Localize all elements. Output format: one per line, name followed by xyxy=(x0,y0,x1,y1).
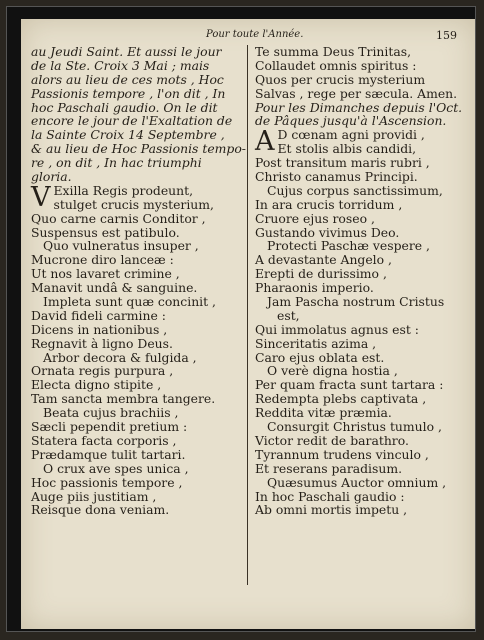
hymn-line: Qui immolatus agnus est : xyxy=(255,321,419,337)
hymn-line: Statera facta corporis , xyxy=(31,432,177,448)
hymn-line: Salvas , rege per sæcula. Amen. xyxy=(255,85,458,101)
photo-frame xyxy=(6,6,476,632)
hymn-vexilla-opening xyxy=(31,181,239,213)
hymn-line: Victor redit de barathro. xyxy=(255,432,409,448)
rubric-line: la Sainte Croix 14 Septembre , xyxy=(31,127,225,143)
hymn-line: Te summa Deus Trinitas, xyxy=(255,44,412,59)
hymn-line: Arbor decora & fulgida , xyxy=(43,349,197,365)
rubric-line: re , on dit , In hac triumphi xyxy=(31,155,202,171)
rubric-line: au Jeudi Saint. Et aussi le jour xyxy=(31,44,222,59)
hymn-line: A devastante Angelo , xyxy=(255,252,392,268)
rubric-line: hoc Paschali gaudio. On le dit xyxy=(31,99,218,115)
rubric-line: Passionis tempore , l'on dit , In xyxy=(31,85,226,101)
running-title: Pour toute l'Année. xyxy=(206,29,304,40)
hymn-line: Mucrone diro lanceæ : xyxy=(31,252,174,268)
hymn-line: Tyrannum trudens vinculo , xyxy=(255,446,429,462)
right-rubric xyxy=(255,99,463,129)
hymn-line: Cruore ejus roseo , xyxy=(255,210,375,226)
hymn-line: Et reserans paradisum. xyxy=(255,460,403,476)
hymn-line: Ornata regis purpura , xyxy=(31,363,174,379)
left-rubric xyxy=(31,44,246,185)
hymn-line: Impleta sunt quæ concinit , xyxy=(43,294,216,310)
hymn-line: est, xyxy=(277,307,300,323)
hymn-line: Collaudet omnis spiritus : xyxy=(255,57,417,73)
hymn-line: stulget crucis mysterium, xyxy=(53,196,214,212)
hymn-line: Erepti de durissimo , xyxy=(255,266,387,282)
left-column xyxy=(31,44,246,518)
rubric-line: alors au lieu de ces mots , Hoc xyxy=(31,71,224,87)
rubric-line: de Pâques jusqu'à l'Ascension. xyxy=(255,113,447,129)
right-column xyxy=(255,44,463,518)
hymn-line: Quos per crucis mysterium xyxy=(255,71,426,87)
hymn-line: O verè digna hostia , xyxy=(267,363,398,379)
hymn-line: Quo vulneratus insuper , xyxy=(43,238,199,254)
hymn-vexilla-regis xyxy=(31,212,239,518)
rubric-line: de la Ste. Croix 3 Mai ; mais xyxy=(31,57,210,73)
drop-cap-a: A xyxy=(255,126,275,158)
hymn-line: Manavit undâ & sanguine. xyxy=(31,280,198,296)
hymn-line: Redempta plebs captivata , xyxy=(255,391,427,407)
hymn-line: Protecti Paschæ vespere , xyxy=(267,238,430,254)
drop-cap-v: V xyxy=(31,181,51,213)
hymn-line: Hoc passionis tempore , xyxy=(31,474,183,490)
rubric-line: & au lieu de Hoc Passionis tempo- xyxy=(31,141,246,157)
hymn-line: Caro ejus oblata est. xyxy=(255,349,385,365)
hymn-line: O crux ave spes unica , xyxy=(43,460,189,476)
hymn-line: Tam sancta membra tangere. xyxy=(31,391,216,407)
page-number: 159 xyxy=(436,29,457,42)
hymn-line: Pharaonis imperio. xyxy=(255,280,374,296)
hymn-line: Consurgit Christus tumulo , xyxy=(267,419,442,435)
hymn-line: Regnavit à ligno Deus. xyxy=(31,335,173,351)
hymn-line: Exilla Regis prodeunt, xyxy=(53,182,194,198)
hymn-line: Prædamque tulit tartari. xyxy=(31,446,186,462)
doxology xyxy=(255,45,460,101)
hymn-line: D cœnam agni providi , xyxy=(277,127,425,143)
rubric-line: Pour les Dimanches depuis l'Oct. xyxy=(255,99,463,115)
column-divider xyxy=(247,45,248,585)
hymn-line: Christo canamus Principi. xyxy=(255,169,418,185)
hymn-line: In ara crucis torridum , xyxy=(255,196,403,212)
rubric-line: gloria. xyxy=(31,169,72,185)
hymn-ad-coenam xyxy=(255,156,460,517)
hymn-line: Ab omni mortis impetu , xyxy=(255,502,408,518)
hymn-line: Reisque dona veniam. xyxy=(31,502,170,518)
page-header xyxy=(21,29,475,43)
hymn-line: David fideli carmine : xyxy=(31,307,166,323)
hymn-line: Et stolis albis candidi, xyxy=(277,141,417,157)
hymn-line: Quæsumus Auctor omnium , xyxy=(267,474,447,490)
hymn-line: Per quam fracta sunt tartara : xyxy=(255,377,444,393)
hymn-line: Ut nos lavaret crimine , xyxy=(31,266,180,282)
hymn-line: Sinceritatis azima , xyxy=(255,335,377,351)
hymn-line: Sæcli pependit pretium : xyxy=(31,419,188,435)
hymn-line: Suspensus est patibulo. xyxy=(31,224,180,240)
hymn-line: Beata cujus brachiis , xyxy=(43,405,179,421)
hymn-line: Gustando vivimus Deo. xyxy=(255,224,400,240)
hymn-line: Auge piis justitiam , xyxy=(31,488,157,504)
hymn-line: Cujus corpus sanctissimum, xyxy=(267,182,443,198)
hymn-line: Quo carne carnis Conditor , xyxy=(31,210,206,226)
hymn-line: Electa digno stipite , xyxy=(31,377,162,393)
hymn-line: Post transitum maris rubri , xyxy=(255,155,430,171)
book-page xyxy=(21,19,475,629)
hymn-line: Jam Pascha nostrum Cristus xyxy=(267,294,445,310)
rubric-line: encore le jour de l'Exaltation de xyxy=(31,113,233,129)
hymn-line: Dicens in nationibus , xyxy=(31,321,168,337)
hymn-ad-coenam-opening xyxy=(255,128,460,156)
hymn-line: Reddita vitæ præmia. xyxy=(255,405,392,421)
hymn-line: In hoc Paschali gaudio : xyxy=(255,488,405,504)
